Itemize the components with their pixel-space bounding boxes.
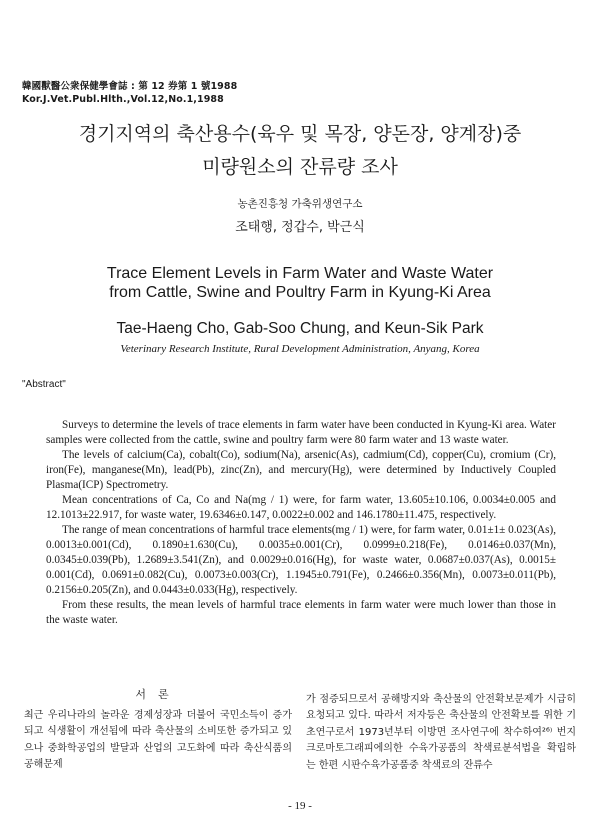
journal-citation-english: Kor.J.Vet.Publ.Hlth.,Vol.12,No.1,1988 bbox=[22, 94, 224, 105]
introduction-left-column bbox=[24, 708, 292, 774]
korean-affiliation: 농촌진흥청 가축위생연구소 bbox=[237, 198, 363, 210]
korean-title-line-2: 미량원소의 잔류량 조사 bbox=[202, 156, 398, 178]
introduction-right-column bbox=[306, 692, 576, 774]
korean-authors: 조태행, 정갑수, 박근식 bbox=[235, 220, 365, 235]
introduction-heading: 서론 bbox=[135, 688, 181, 701]
page-number: - 19 - bbox=[288, 800, 312, 812]
korean-title-line-1: 경기지역의 축산용수(육우 및 목장, 양돈장, 양계장)중 bbox=[78, 123, 522, 145]
abstract-body bbox=[46, 418, 556, 628]
english-title-line-2: from Cattle, Swine and Poultry Farm in Kyung-Ki Area bbox=[109, 284, 491, 301]
abstract-paragraph-1: Surveys to determine the levels of trace elements in farm water have been conducted in Kyung-Ki area. Water samples were collected from the cattle, swine and poultry farm were 80 farm water and 13 waste water. bbox=[46, 419, 556, 446]
introduction-right-text: 가 점증되므로서 공해방지와 축산물의 안전확보문제가 시급히 요청되고 있다. 따라서 저자등은 축산물의 안전확보를 위한 기초연구로서 1973년부터 이방면 조사연구에 착수하여²⁶⁾ 번지 크로마토그래피에의한 수육가공품의 착색료분석법을 확립하는 한편 시판수육가공품중 착색료의 잔류수 bbox=[306, 694, 576, 771]
english-institution: Veterinary Research Institute, Rural Development Administration, Anyang, Korea bbox=[120, 343, 480, 355]
abstract-paragraph-3: Mean concentrations of Ca, Co and Na(mg / 1) were, for farm water, 13.605±10.106, 0.0034±0.005 and 12.1013±22.917, for waste water, 19.6346±0.147, 0.0022±0.002 and 146.1780±11.475, respectively. bbox=[46, 494, 556, 521]
abstract-paragraph-5: From these results, the mean levels of harmful trace elements in farm water were much lower than those in the waste water. bbox=[46, 599, 556, 626]
abstract-paragraph-2: The levels of calcium(Ca), cobalt(Co), sodium(Na), arsenic(As), cadmium(Cd), copper(Cu), cromium (Cr), iron(Fe), manganese(Mn), lead(Pb), zinc(Zn), and mercury(Hg), were determined by Inductively Coupled Plasma(ICP) Spectrometry. bbox=[46, 449, 556, 491]
journal-header bbox=[22, 80, 237, 106]
abstract-paragraph-4: The range of mean concentrations of harmful trace elements(mg / 1) were, for farm water, 0.01±1± 0.023(As), 0.0013±0.001(Cd), 0.1890±1.630(Cu), 0.0035±0.001(Cr), 0.0999±0.218(Fe), 0.0146±0.037(Mn), 0.0345±0.039(Pb), 1.2689±3.541(Zn), and 0.0029±0.016(Hg), for waste water, 0.0687±0.037(As), 0.0015± 0.001(Cd), 0.0691±0.082(Cu), 0.0073±0.003(Cr), 1.1945±0.791(Fe), 0.2466±0.356(Mn), 0.0073±0.011(Pb), 0.2156±0.205(Zn), and 0.0443±0.033(Hg), respectively. bbox=[46, 524, 556, 596]
journal-citation-korean: 韓國獸醫公衆保健學會誌 : 第 12 券第 1 號1988 bbox=[22, 81, 238, 92]
abstract-label: "Abstract" bbox=[22, 379, 66, 390]
english-title bbox=[0, 264, 600, 302]
english-authors: Tae-Haeng Cho, Gab-Soo Chung, and Keun-Sik Park bbox=[116, 320, 484, 337]
introduction-left-text: 최근 우리나라의 놀라운 경제성장과 더불어 국민소득이 증가되고 식생활이 개선됨에 따라 축산물의 소비또한 증가되고 있으나 중화학공업의 발달과 산업의 고도화에 따라 축산식품의 공해문제 bbox=[24, 710, 292, 771]
english-title-line-1: Trace Element Levels in Farm Water and Waste Water bbox=[106, 265, 494, 282]
korean-title bbox=[0, 121, 600, 180]
